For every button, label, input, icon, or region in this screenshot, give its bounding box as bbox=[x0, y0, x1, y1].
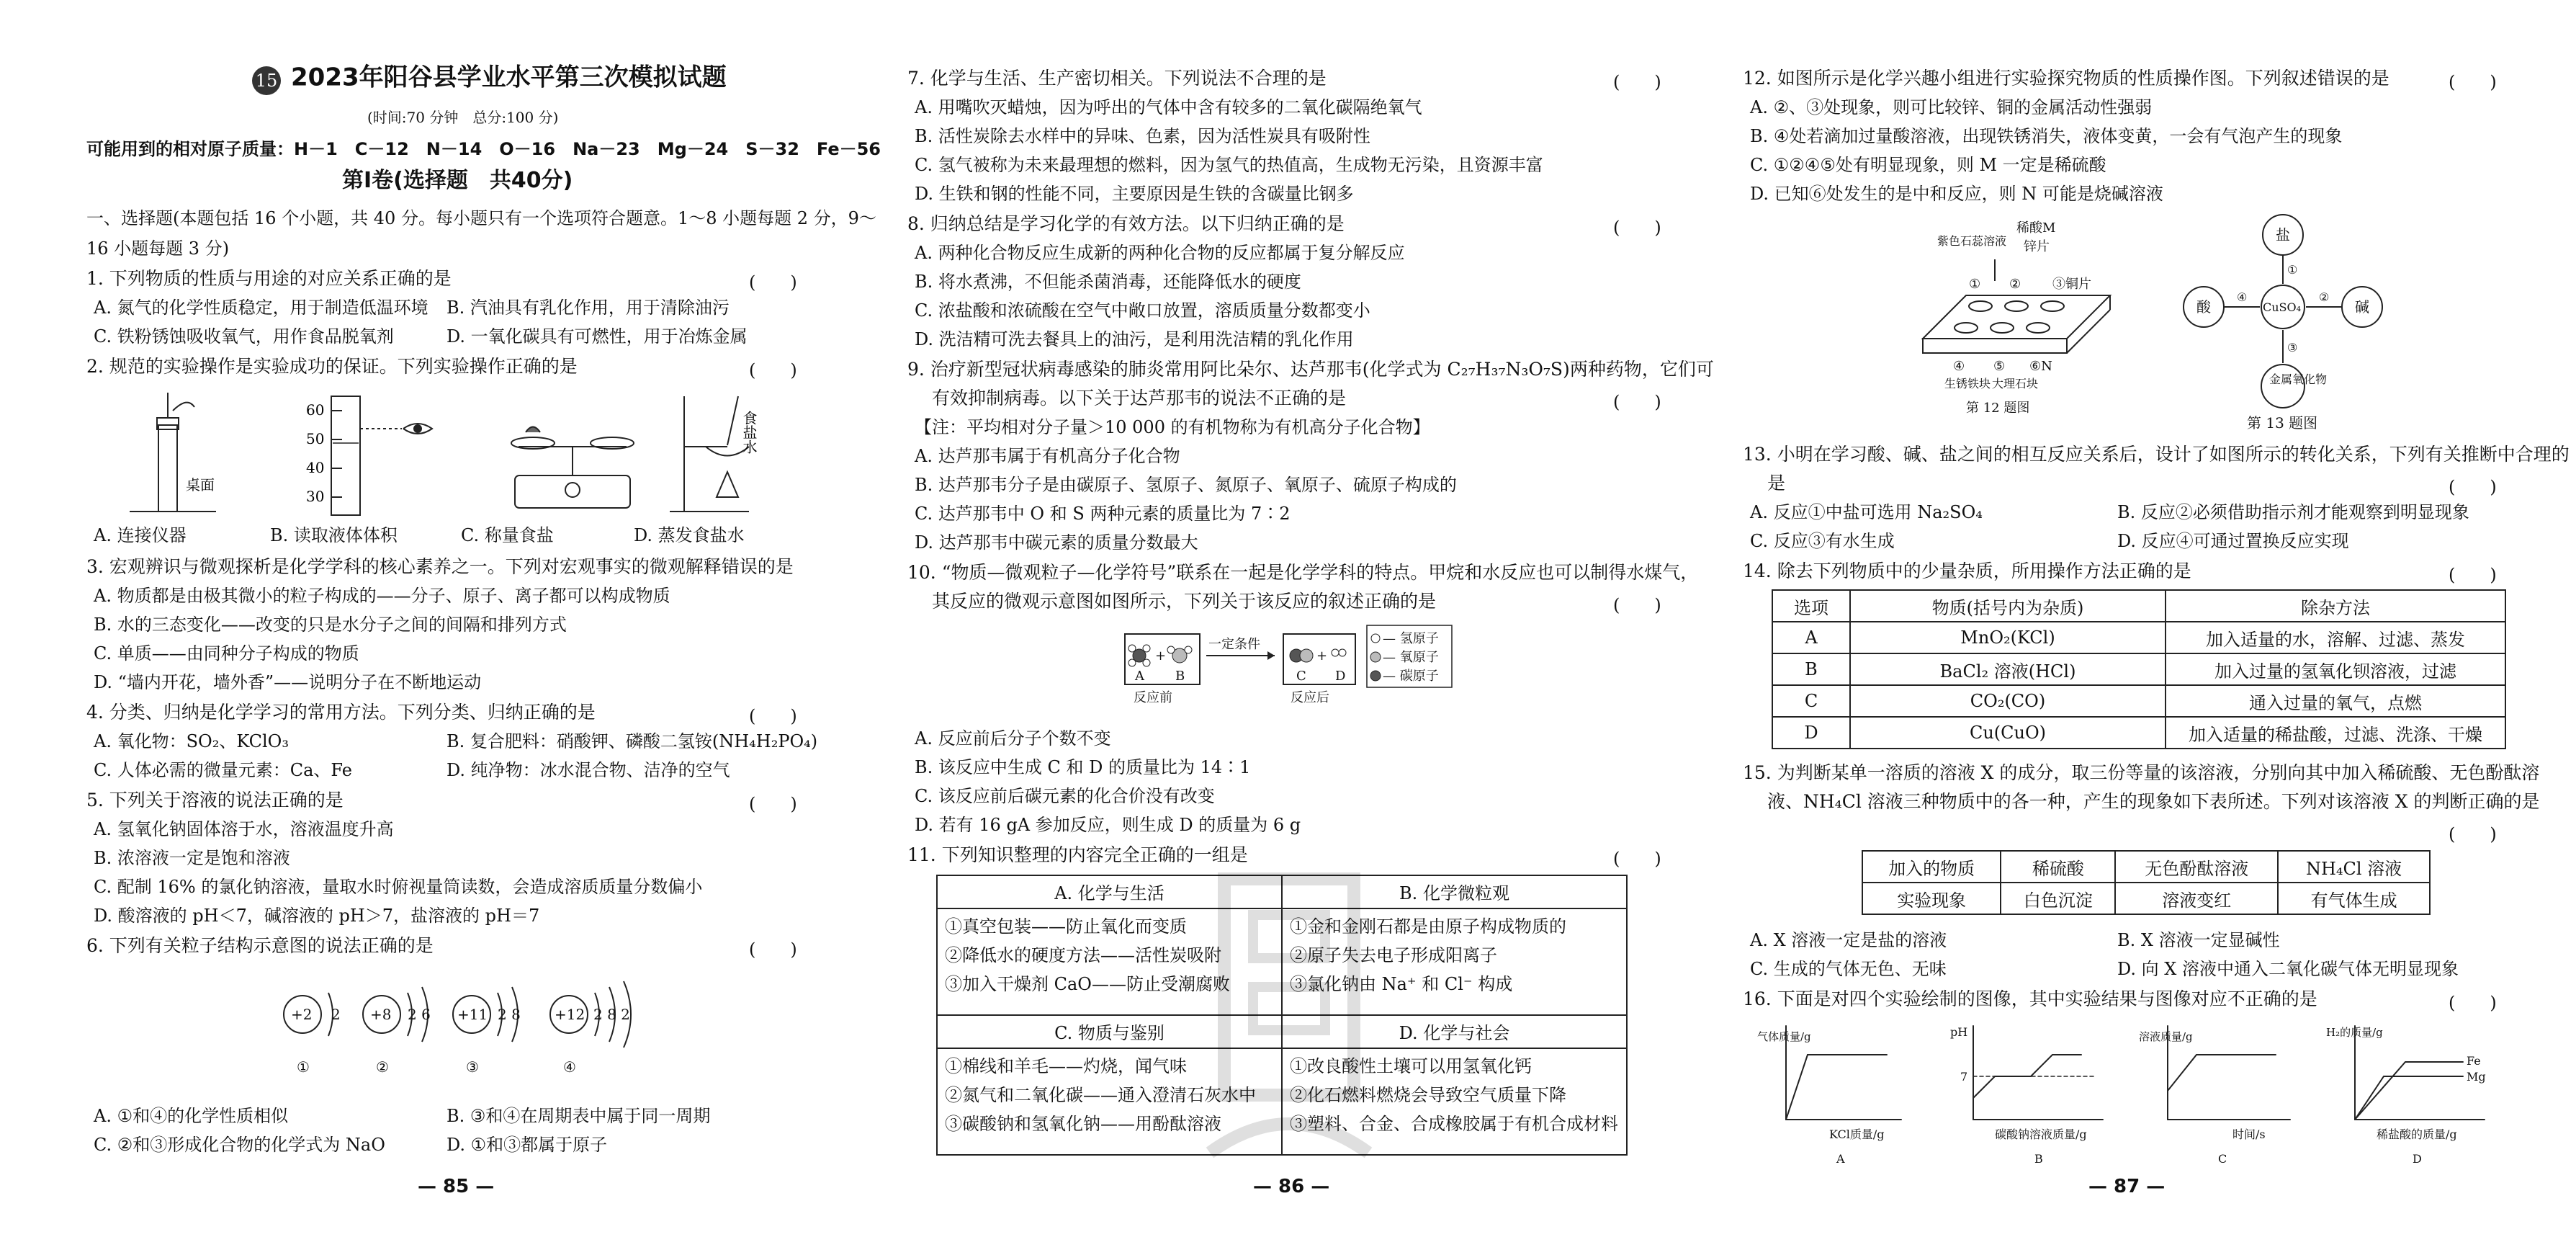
q11-c-body: ①棉线和羊毛——灼烧，闻气味 ②氮气和二氧化碳——通入澄清石灰水中 ③碳酸钠和氢氧化钠——用酚酞溶液 bbox=[937, 1048, 1282, 1155]
q3-stem: 3. 宏观辨识与微观探析是化学学科的核心素养之一。下列对宏观事实的微观解释错误的是 bbox=[86, 556, 794, 577]
svg-text:稀盐酸的质量/g: 稀盐酸的质量/g bbox=[2377, 1127, 2457, 1141]
svg-text:— 氧原子: — 氧原子 bbox=[1383, 650, 1439, 665]
fig12-spot-plate bbox=[1908, 216, 2124, 432]
q7-option-c: C. 氢气被称为未来最理想的燃料，因为氢气的热值高，生成物无污染，且资源丰富 bbox=[915, 155, 1543, 175]
q5-option-a: A. 氢氧化钠固体溶于水，溶液温度升高 bbox=[94, 819, 394, 839]
q4-answer-paren: ( ) bbox=[749, 706, 797, 726]
q16-graph-b bbox=[1950, 1025, 2103, 1166]
q13-answer-paren: ( ) bbox=[2449, 477, 2497, 497]
svg-text:D: D bbox=[2413, 1152, 2422, 1166]
svg-text:②: ② bbox=[2319, 290, 2330, 304]
q13-option-c: C. 反应③有水生成 bbox=[1750, 531, 1895, 551]
q2-tick-50: 50 bbox=[306, 430, 325, 447]
svg-text:④: ④ bbox=[2237, 290, 2248, 304]
atom-1 bbox=[284, 993, 341, 1076]
q5-stem: 5. 下列关于溶液的说法正确的是 bbox=[86, 790, 344, 810]
atom-label-4: ④ bbox=[563, 1058, 576, 1076]
svg-text:溶液质量/g: 溶液质量/g bbox=[2139, 1030, 2193, 1043]
q4-option-d: D. 纯净物：冰水混合物、洁净的空气 bbox=[446, 760, 730, 780]
q9-stem-line-2: 有效抑制病毒。以下关于达芦那韦的说法不正确的是 bbox=[932, 388, 1347, 408]
q13-option-d: D. 反应④可通过置换反应实现 bbox=[2117, 531, 2349, 551]
q4-option-c: C. 人体必需的微量元素：Ca、Fe bbox=[94, 760, 352, 780]
svg-text:B: B bbox=[1175, 669, 1185, 684]
svg-text:时间/s: 时间/s bbox=[2232, 1127, 2266, 1141]
q1-option-a: A. 氮气的化学性质稳定，用于制造低温环境 bbox=[94, 298, 428, 318]
q8-stem: 8. 归纳总结是学习化学的有效方法。以下归纳正确的是 bbox=[907, 213, 1345, 234]
svg-text:+: + bbox=[1155, 648, 1167, 664]
svg-text:紫色石蕊溶液: 紫色石蕊溶液 bbox=[1937, 234, 2007, 248]
set-number-badge: 15 bbox=[252, 66, 281, 95]
svg-text:金属氧化物: 金属氧化物 bbox=[2269, 372, 2328, 386]
q2-option-a: A. 连接仪器 bbox=[94, 525, 187, 545]
svg-text:D: D bbox=[1335, 669, 1346, 684]
q12-option-d: D. 已知⑥处发生的是中和反应，则 N 可能是烧碱溶液 bbox=[1750, 184, 2163, 204]
q9-note: 【注：平均相对分子量＞10 000 的有机物称为有机高分子化合物】 bbox=[915, 417, 1430, 437]
atom-4 bbox=[550, 981, 631, 1076]
svg-text:— 碳原子: — 碳原子 bbox=[1383, 669, 1439, 684]
q2-answer-paren: ( ) bbox=[749, 360, 797, 380]
q7-option-d: D. 生铁和钢的性能不同，主要原因是生铁的含碳量比钢多 bbox=[915, 184, 1354, 204]
atomic-masses: 可能用到的相对原子质量：H－1 C－12 N－14 O－16 Na－23 Mg－24 S－32 Fe－56 bbox=[86, 139, 881, 159]
svg-text:③铜片: ③铜片 bbox=[2052, 277, 2091, 292]
q7-option-a: A. 用嘴吹灭蜡烛，因为呼出的气体中含有较多的二氧化碳隔绝氧气 bbox=[915, 97, 1422, 117]
page-number-86: — 86 — bbox=[1253, 1176, 1330, 1197]
q14-header-row: 选项 物质(括号内为杂质) 除杂方法 bbox=[1772, 590, 2505, 622]
q6-stem: 6. 下列有关粒子结构示意图的说法正确的是 bbox=[86, 935, 434, 956]
svg-text:7: 7 bbox=[1960, 1070, 1968, 1084]
q15-stem-line-1: 15. 为判断某单一溶质的溶液 X 的成分，取三份等量的该溶液，分别向其中加入稀硫酸、无色酚酞溶 bbox=[1743, 762, 2540, 783]
q1-option-d: D. 一氧化碳具有可燃性，用于冶炼金属 bbox=[446, 326, 748, 347]
q4-stem: 4. 分类、归纳是化学学习的常用方法。下列分类、归纳正确的是 bbox=[86, 702, 596, 723]
svg-text:2 6: 2 6 bbox=[408, 1006, 431, 1023]
table-row: B BaCl₂ 溶液(HCl) 加入过量的氢氧化钡溶液，过滤 bbox=[1772, 653, 2505, 685]
q2-option-c: C. 称量食盐 bbox=[461, 525, 554, 545]
svg-text:KCl质量/g: KCl质量/g bbox=[1829, 1127, 1885, 1141]
q9-option-d: D. 达芦那韦中碳元素的质量分数最大 bbox=[915, 532, 1198, 553]
svg-text:④: ④ bbox=[1953, 359, 1965, 374]
q3-option-b: B. 水的三态变化——改变的只是水分子之间的间隔和排列方式 bbox=[94, 615, 567, 635]
q15-option-a: A. X 溶液一定是盐的溶液 bbox=[1750, 930, 1947, 950]
q15-stem-line-2: 液、NH₄Cl 溶液三种物质中的各一种，产生的现象如下表所述。下列对该溶液 X 的判断正确的是 bbox=[1767, 791, 2540, 812]
svg-text:②: ② bbox=[2009, 277, 2021, 292]
atom-3 bbox=[453, 987, 521, 1076]
table-row: D Cu(CuO) 加入适量的稀盐酸，过滤、洗涤、干燥 bbox=[1772, 717, 2505, 749]
svg-text:大理石块: 大理石块 bbox=[1992, 377, 2039, 390]
svg-text:A: A bbox=[1135, 669, 1144, 684]
instructions-line-2: 16 小题每题 3 分) bbox=[86, 238, 230, 259]
page-87 bbox=[1743, 0, 2570, 1237]
svg-text:+: + bbox=[1316, 648, 1328, 664]
svg-text:2 8 2: 2 8 2 bbox=[593, 1006, 630, 1023]
q16-graphs bbox=[1757, 1019, 2513, 1177]
fig13-caption: 第 13 题图 bbox=[2247, 414, 2318, 432]
q2-fig-c bbox=[511, 427, 634, 509]
q11-a-heading: A. 化学与生活 bbox=[937, 875, 1282, 908]
svg-text:2 8: 2 8 bbox=[498, 1006, 521, 1023]
q11-answer-paren: ( ) bbox=[1613, 849, 1661, 869]
q6-option-a: A. ①和④的化学性质相似 bbox=[94, 1106, 289, 1126]
fig12-caption: 第 12 题图 bbox=[1966, 401, 2030, 416]
q6-option-c: C. ②和③形成化合物的化学式为 NaO bbox=[94, 1135, 385, 1155]
svg-text:A: A bbox=[1836, 1152, 1845, 1166]
q10-option-a: A. 反应前后分子个数不变 bbox=[915, 728, 1111, 749]
svg-text:Mg: Mg bbox=[2467, 1070, 2486, 1084]
q14-table bbox=[1772, 589, 2506, 749]
svg-text:+12: +12 bbox=[555, 1006, 585, 1023]
q13-option-b: B. 反应②必须借助指示剂才能观察到明显现象 bbox=[2117, 502, 2469, 522]
svg-text:碱: 碱 bbox=[2355, 298, 2369, 316]
q13-stem-line-1: 13. 小明在学习酸、碱、盐之间的相互反应关系后，设计了如图所示的转化关系，下列有关推断中合理的 bbox=[1743, 444, 2570, 465]
q13-stem-line-2: 是 bbox=[1767, 473, 1786, 494]
svg-text:酸: 酸 bbox=[2196, 298, 2211, 316]
q7-option-b: B. 活性炭除去水样中的异味、色素，因为活性炭具有吸附性 bbox=[915, 126, 1370, 146]
q15-option-c: C. 生成的气体无色、无味 bbox=[1750, 959, 1947, 979]
svg-text:— 氢原子: — 氢原子 bbox=[1383, 631, 1439, 646]
q10-answer-paren: ( ) bbox=[1613, 595, 1661, 615]
q5-option-c: C. 配制 16% 的氯化钠溶液，量取水时俯视量筒读数，会造成溶质质量分数偏小 bbox=[94, 877, 703, 897]
q11-d-heading: D. 化学与社会 bbox=[1282, 1015, 1627, 1048]
q8-option-a: A. 两种化合物反应生成新的两种化合物的反应都属于复分解反应 bbox=[915, 243, 1405, 263]
q15-option-d: D. 向 X 溶液中通入二氧化碳气体无明显现象 bbox=[2117, 959, 2459, 979]
q2-stem: 2. 规范的实验操作是实验成功的保证。下列实验操作正确的是 bbox=[86, 356, 578, 377]
svg-text:B: B bbox=[2034, 1152, 2043, 1166]
q2-option-b: B. 读取液体体积 bbox=[270, 525, 398, 545]
svg-text:盐: 盐 bbox=[2276, 226, 2290, 244]
svg-text:锌片: 锌片 bbox=[2024, 239, 2050, 254]
q9-answer-paren: ( ) bbox=[1613, 392, 1661, 412]
svg-text:C: C bbox=[2218, 1152, 2227, 1166]
q11-stem: 11. 下列知识整理的内容完全正确的一组是 bbox=[907, 844, 1248, 865]
atom-label-3: ③ bbox=[466, 1058, 479, 1076]
q16-stem: 16. 下面是对四个实验绘制的图像，其中实验结果与图像对应不正确的是 bbox=[1743, 988, 2317, 1009]
q10-reaction-diagram bbox=[1123, 620, 1455, 713]
svg-text:H₂的质量/g: H₂的质量/g bbox=[2326, 1026, 2383, 1039]
q16-answer-paren: ( ) bbox=[2449, 993, 2497, 1013]
q1-option-b: B. 汽油具有乳化作用，用于清除油污 bbox=[446, 298, 730, 318]
q2-option-d: D. 蒸发食盐水 bbox=[634, 525, 745, 545]
svg-text:碳酸钠溶液质量/g: 碳酸钠溶液质量/g bbox=[1995, 1127, 2087, 1141]
q4-option-b: B. 复合肥料：硝酸钾、磷酸二氢铵(NH₄H₂PO₄) bbox=[446, 731, 818, 751]
q15-header-row: 加入的物质 稀硫酸 无色酚酞溶液 NH₄Cl 溶液 bbox=[1862, 851, 2430, 883]
q2-tick-40: 40 bbox=[306, 459, 325, 476]
q10-option-b: B. 该反应中生成 C 和 D 的质量比为 14∶1 bbox=[915, 757, 1251, 777]
q2-fig-b bbox=[331, 396, 432, 515]
q3-option-c: C. 单质——由同种分子构成的物质 bbox=[94, 643, 359, 664]
q12-answer-paren: ( ) bbox=[2449, 72, 2497, 92]
q9-option-a: A. 达芦那韦属于有机高分子化合物 bbox=[915, 446, 1180, 466]
q16-graph-d bbox=[2326, 1026, 2486, 1166]
q16-graph-a bbox=[1757, 1026, 1901, 1166]
q1-stem: 1. 下列物质的性质与用途的对应关系正确的是 bbox=[86, 268, 452, 289]
q14-stem: 14. 除去下列物质中的少量杂质，所用操作方法正确的是 bbox=[1743, 561, 2191, 581]
section-heading: 第Ⅰ卷(选择题 共40分) bbox=[342, 168, 573, 193]
q9-option-b: B. 达芦那韦分子是由碳原子、氢原子、氮原子、氧原子、硫原子构成的 bbox=[915, 475, 1457, 495]
q8-answer-paren: ( ) bbox=[1613, 218, 1661, 238]
q12-stem: 12. 如图所示是化学兴趣小组进行实验探究物质的性质操作图。下列叙述错误的是 bbox=[1743, 68, 2389, 89]
q11-a-body: ①真空包装——防止氧化而变质 ②降低水的硬度方法——活性炭吸附 ③加入干燥剂 CaO——防止受潮腐败 bbox=[937, 908, 1282, 1015]
q6-atom-diagrams bbox=[281, 971, 655, 1079]
q12-option-b: B. ④处若滴加过量酸溶液，出现铁锈消失，液体变黄，一会有气泡产生的现象 bbox=[1750, 126, 2343, 146]
timing: (时间:70 分钟 总分:100 分) bbox=[367, 109, 559, 126]
svg-text:①: ① bbox=[1969, 277, 1981, 292]
q7-stem: 7. 化学与生活、生产密切相关。下列说法不合理的是 bbox=[907, 68, 1327, 89]
q10-stem-line-1: 10. “物质—微观粒子—化学符号”联系在一起是化学学科的特点。甲烷和水反应也可以制得水煤气， bbox=[907, 562, 1699, 583]
q14-answer-paren: ( ) bbox=[2449, 565, 2497, 585]
q11-c-heading: C. 物质与鉴别 bbox=[937, 1015, 1282, 1048]
q10-before: 反应前 bbox=[1134, 690, 1172, 705]
page-number-85: — 85 — bbox=[418, 1176, 495, 1197]
fig13-conversion-diagram bbox=[2175, 213, 2391, 437]
q11-b-body: ①金和金刚石都是由原子构成物质的 ②原子失去电子形成阳离子 ③氯化钠由 Na⁺ 和 Cl⁻ 构成 bbox=[1282, 908, 1627, 1015]
atom-label-2: ② bbox=[376, 1058, 389, 1076]
svg-text:C: C bbox=[1296, 669, 1306, 684]
q10-option-c: C. 该反应前后碳元素的化合价没有改变 bbox=[915, 786, 1215, 806]
svg-text:CuSO₄: CuSO₄ bbox=[2263, 300, 2302, 314]
q6-option-b: B. ③和④在周期表中属于同一周期 bbox=[446, 1106, 711, 1126]
q10-option-d: D. 若有 16 gA 参加反应，则生成 D 的质量为 6 g bbox=[915, 815, 1301, 835]
q10-condition: 一定条件 bbox=[1208, 637, 1260, 652]
q5-option-d: D. 酸溶液的 pH＜7，碱溶液的 pH＞7，盐溶液的 pH＝7 bbox=[94, 906, 540, 926]
q8-option-b: B. 将水煮沸，不但能杀菌消毒，还能降低水的硬度 bbox=[915, 272, 1301, 292]
table-row: C CO₂(CO) 通入过量的氧气，点燃 bbox=[1772, 685, 2505, 717]
table-row: A MnO₂(KCl) 加入适量的水，溶解、过滤、蒸发 bbox=[1772, 622, 2505, 653]
svg-text:气体质量/g: 气体质量/g bbox=[1757, 1030, 1811, 1043]
q1-option-c: C. 铁粉锈蚀吸收氧气，用作食品脱氧剂 bbox=[94, 326, 394, 347]
svg-text:+8: +8 bbox=[370, 1006, 392, 1023]
q2-tick-60: 60 bbox=[306, 401, 325, 419]
watermark-logo bbox=[1181, 850, 1397, 1210]
svg-text:+11: +11 bbox=[457, 1006, 488, 1023]
q2-label-desk: 桌面 bbox=[186, 476, 215, 494]
q9-stem-line-1: 9. 治疗新型冠状病毒感染的肺炎常用阿比朵尔、达芦那韦(化学式为 C₂₇H₃₇N₃O₇S)两种药物，它们可 bbox=[907, 359, 1714, 380]
q16-graph-c bbox=[2139, 1026, 2290, 1166]
q4-option-a: A. 氧化物：SO₂、KClO₃ bbox=[94, 731, 289, 751]
q8-option-d: D. 洗洁精可洗去餐具上的油污，是利用洗洁精的乳化作用 bbox=[915, 329, 1354, 349]
q10-after: 反应后 bbox=[1291, 690, 1329, 705]
q2-fig-d bbox=[670, 396, 749, 512]
svg-text:稀酸M: 稀酸M bbox=[2016, 220, 2056, 236]
svg-text:pH: pH bbox=[1950, 1025, 1968, 1039]
page-title: 15 2023年阳谷县学业水平第三次模拟试题 bbox=[252, 66, 727, 95]
q12-option-c: C. ①②④⑤处有明显现象，则 M 一定是稀硫酸 bbox=[1750, 155, 2106, 175]
atom-label-1: ① bbox=[297, 1058, 310, 1076]
q5-answer-paren: ( ) bbox=[749, 794, 797, 814]
q6-option-d: D. ①和③都属于原子 bbox=[446, 1135, 608, 1155]
page-85 bbox=[86, 0, 881, 1237]
svg-text:⑥N: ⑥N bbox=[2029, 359, 2052, 374]
svg-text:③: ③ bbox=[2287, 341, 2298, 354]
svg-text:⑤: ⑤ bbox=[1993, 359, 2006, 374]
instructions-line-1: 一、选择题(本题包括 16 个小题，共 40 分。每小题只有一个选项符合题意。1～8 小题每题 2 分，9～ bbox=[86, 208, 876, 228]
q15-answer-paren: ( ) bbox=[2449, 824, 2497, 844]
q2-fig-a bbox=[130, 393, 216, 512]
q2-label-salt-water: 食盐水 bbox=[740, 411, 758, 454]
svg-text:生锈铁块: 生锈铁块 bbox=[1944, 377, 1991, 390]
svg-text:①: ① bbox=[2287, 263, 2298, 277]
q9-option-c: C. 达芦那韦中 O 和 S 两种元素的质量比为 7∶2 bbox=[915, 504, 1291, 524]
q7-answer-paren: ( ) bbox=[1613, 72, 1661, 92]
q13-option-a: A. 反应①中盐可选用 Na₂SO₄ bbox=[1750, 502, 1983, 522]
atom-2 bbox=[363, 987, 431, 1076]
q11-b-heading: B. 化学微粒观 bbox=[1282, 875, 1627, 908]
svg-text:+2: +2 bbox=[291, 1006, 313, 1023]
table-row: 实验现象 白色沉淀 溶液变红 有气体生成 bbox=[1862, 883, 2430, 914]
q8-option-c: C. 浓盐酸和浓硫酸在空气中敞口放置，溶质质量分数都变小 bbox=[915, 300, 1370, 321]
q11-d-body: ①改良酸性土壤可以用氢氧化钙 ②化石燃料燃烧会导致空气质量下降 ③塑料、合金、合成橡胶属于有机合成材料 bbox=[1282, 1048, 1627, 1155]
svg-text:2: 2 bbox=[331, 1006, 341, 1023]
q10-stem-line-2: 其反应的微观示意图如图所示，下列关于该反应的叙述正确的是 bbox=[932, 591, 1437, 612]
q1-answer-paren: ( ) bbox=[749, 272, 797, 292]
q15-table bbox=[1862, 850, 2431, 915]
q6-answer-paren: ( ) bbox=[749, 939, 797, 960]
q3-option-d: D. “墙内开花，墙外香”——说明分子在不断地运动 bbox=[94, 672, 482, 692]
q2-figures bbox=[115, 389, 785, 519]
q12-option-a: A. ②、③处现象，则可比较锌、铜的金属活动性强弱 bbox=[1750, 97, 2153, 117]
q3-option-a: A. 物质都是由极其微小的粒子构成的——分子、原子、离子都可以构成物质 bbox=[94, 586, 670, 606]
q5-option-b: B. 浓溶液一定是饱和溶液 bbox=[94, 848, 290, 868]
svg-text:Fe: Fe bbox=[2467, 1054, 2481, 1068]
q15-option-b: B. X 溶液一定显碱性 bbox=[2117, 930, 2280, 950]
page-number-87: — 87 — bbox=[2088, 1176, 2166, 1197]
q2-tick-30: 30 bbox=[306, 488, 325, 505]
